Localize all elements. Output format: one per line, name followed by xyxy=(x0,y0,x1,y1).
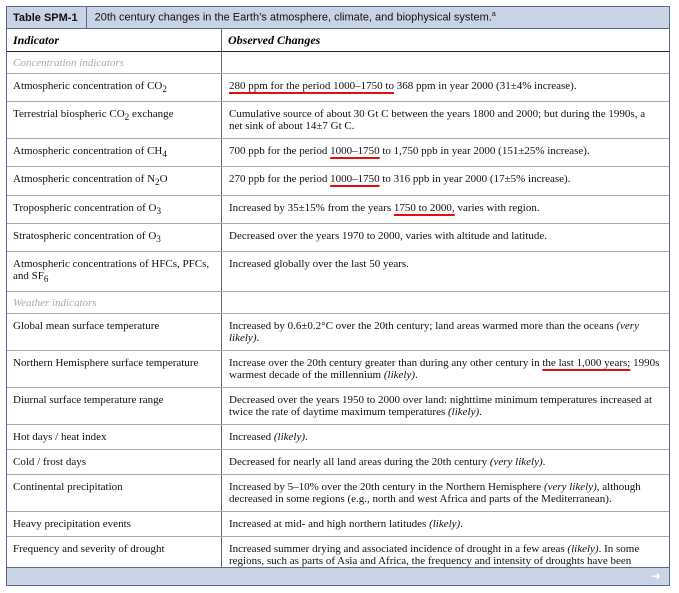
table-row: Cold / frost days Decreased for nearly all land areas during the 20th century (very likely). xyxy=(7,450,669,475)
table-title: 20th century changes in the Earth’s atmosphere, climate, and biophysical system.$^a$ xyxy=(94,11,496,24)
table-footer xyxy=(7,567,669,585)
table-row: Diurnal surface temperature range Decreased over the years 1950 to 2000 over land: nighttime minimum temperatures increased at twice the rate of daytime maximum temperatures (likely). xyxy=(7,388,669,425)
header-observed: Observed Changes xyxy=(228,32,321,47)
header-indicator: Indicator xyxy=(7,29,222,51)
highlight-underline: 1750 to 2000, xyxy=(393,201,455,214)
section-label: Concentration indicators xyxy=(7,52,222,73)
highlight-underline: the last 1,000 years; xyxy=(542,357,631,370)
table-header xyxy=(7,29,669,52)
table-row: Atmospheric concentrations of HFCs, PFCs, and $SF_6$ Increased globally over the last 50 years. xyxy=(7,252,669,292)
table-caption xyxy=(7,7,669,29)
section-concentration xyxy=(7,52,669,74)
table-row: Global mean surface temperature Increased by 0.6±0.2°C over the 20th century; land areas warmed more than the oceans (very likely). xyxy=(7,314,669,351)
table-row: Stratospheric concentration of $O_3$ Decreased over the years 1970 to 2000, varies with altitude and latitude. xyxy=(7,224,669,252)
table-row: Terrestrial biospheric $CO_2$ exchange Cumulative source of about 30 Gt C between the years 1800 and 2000; but during the 1990s, a net sink of about 14±7 Gt C. xyxy=(7,102,669,139)
table-row: Heavy precipitation events Increased at mid- and high northern latitudes (likely). xyxy=(7,512,669,537)
section-weather xyxy=(7,292,669,314)
arrow-right-icon[interactable]: ➜ xyxy=(650,569,661,583)
table-row: Atmospheric concentration of $CH_4$ 700 ppb for the period 1000–1750 to 1,750 ppb in year 2000 (151±25% increase). xyxy=(7,139,669,167)
table-row: Tropospheric concentration of $O_3$ Increased by 35±15% from the years 1750 to 2000, varies with region. xyxy=(7,196,669,224)
table-row: Atmospheric concentration of $N_2O$ 270 ppb for the period 1000–1750 to 316 ppb in year 2000 (17±5% increase). xyxy=(7,167,669,195)
table-row: Continental precipitation Increased by 5–10% over the 20th century in the Northern Hemisphere (very likely), although decreased in some regions (e.g., north and west Africa and parts of the Mediterranean). xyxy=(7,475,669,512)
table-label: Table SPM-1 xyxy=(7,7,87,28)
footnote-mark: a xyxy=(491,11,496,19)
table-spm-1 xyxy=(6,6,670,586)
table-row: Hot days / heat index Increased (likely). xyxy=(7,425,669,450)
highlight-underline: 1000–1750 xyxy=(330,145,380,158)
highlight-underline: 280 ppm for the period 1000–1750 to xyxy=(229,80,394,92)
table-row: Northern Hemisphere surface temperature Increase over the 20th century greater than during any other century in the last 1,000 years; 1990s warmest decade of the millennium (likely). xyxy=(7,351,669,388)
table-row: Atmospheric concentration of $CO_2$ 280 ppm for the period 1000–1750 to 368 ppm in year 2000 (31±4% increase). xyxy=(7,74,669,102)
section-label: Weather indicators xyxy=(7,292,222,313)
table-row: Frequency and severity of drought Increased summer drying and associated incidence of drought in a few areas (likely). In some regions, such as parts of Asia and Africa, the frequency and intensity of droughts have been xyxy=(7,537,669,585)
highlight-underline: 1000–1750 xyxy=(330,173,380,186)
